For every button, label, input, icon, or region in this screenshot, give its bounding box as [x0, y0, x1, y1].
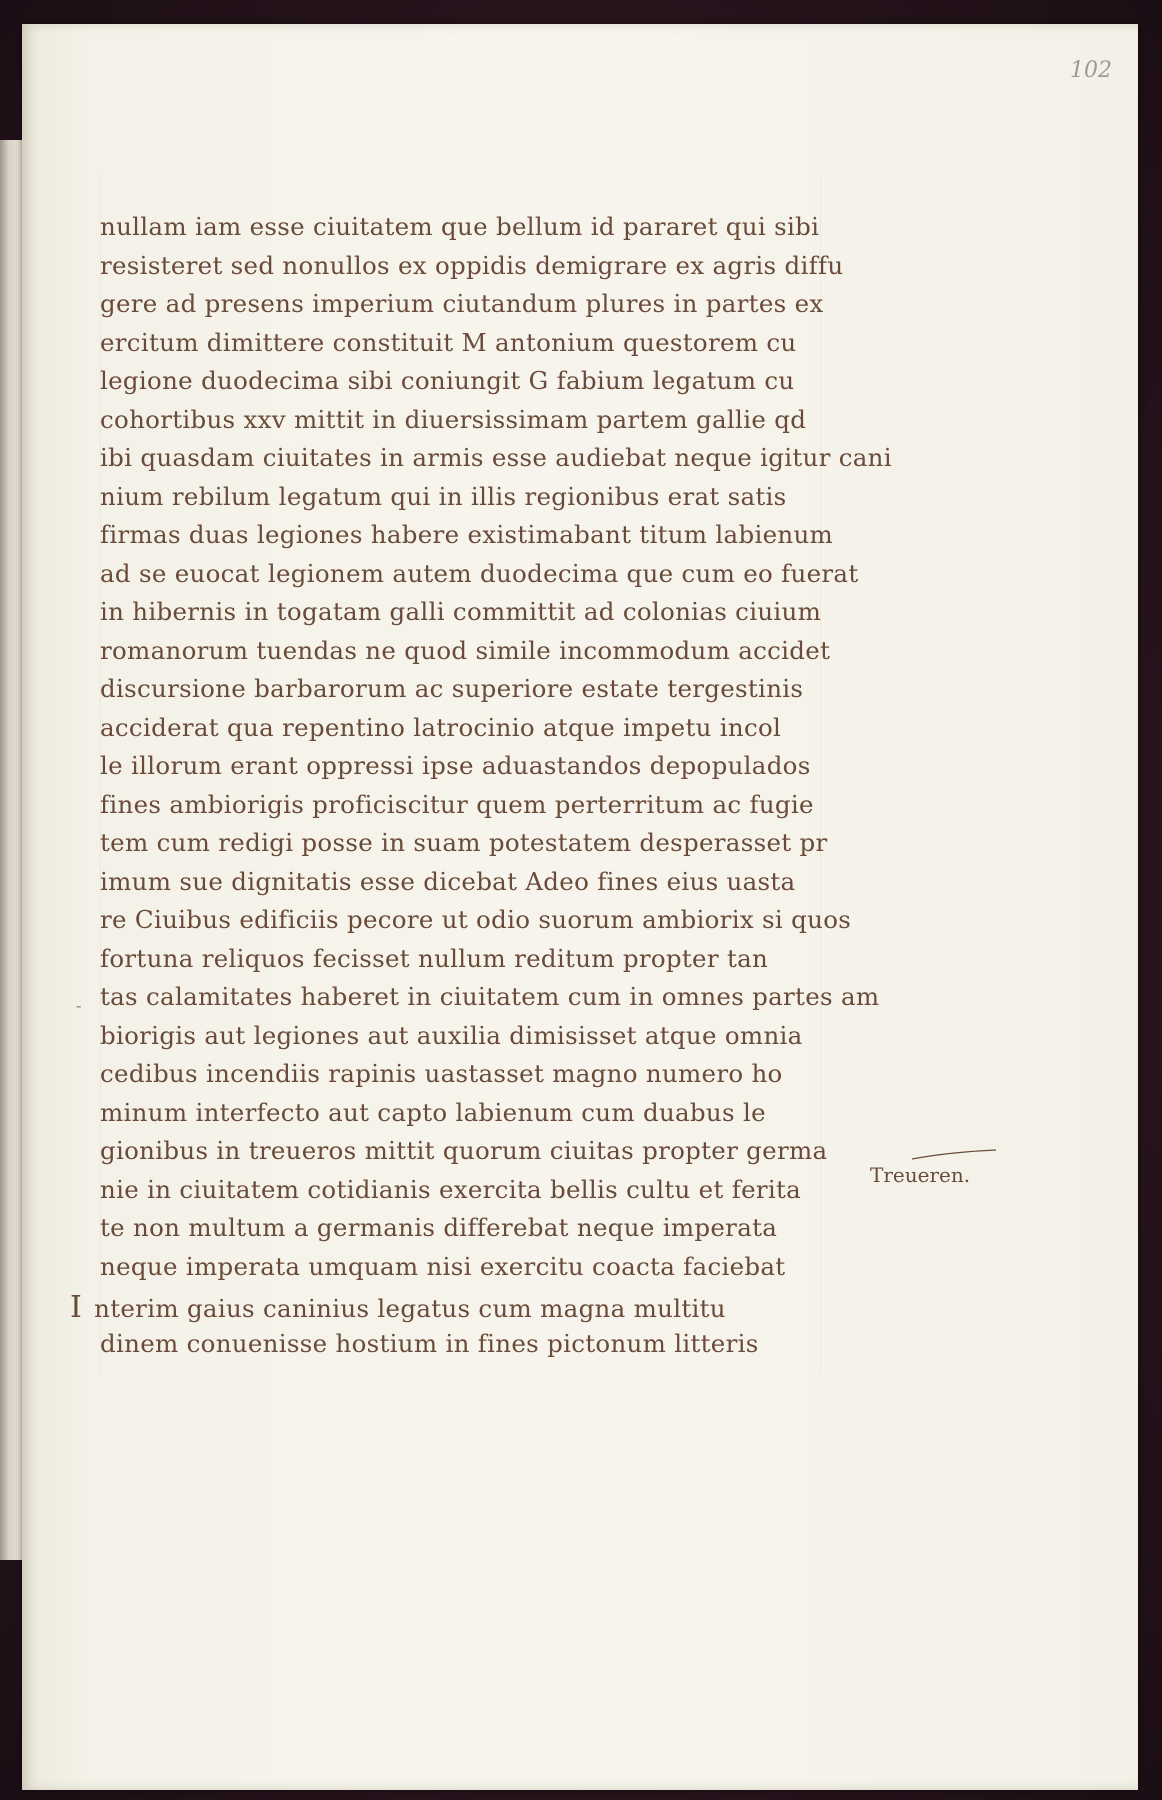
marginal-note: Treueren. [870, 1163, 971, 1187]
text-line: firmas duas legiones habere existimabant titum labienum [100, 520, 834, 549]
text-line: romanorum tuendas ne quod simile incommodum accidet [100, 635, 831, 665]
text-line-with-initial [70, 1290, 726, 1328]
text-line: fortuna reliquos fecisset nullum reditum propter tan [100, 943, 769, 973]
text-line: nium rebilum legatum qui in illis regionibus erat satis [100, 481, 787, 511]
text-line: imum sue dignitatis esse dicebat Adeo fines eius uasta [100, 866, 796, 896]
ruling-line [820, 174, 821, 1374]
text-line: discursione barbarorum ac superiore estate tergestinis [100, 674, 804, 703]
folio-number: 102 [1070, 58, 1112, 83]
text-line: te non multum a germanis differebat neque imperata [100, 1213, 778, 1242]
text-line: dinem conuenisse hostium in fines pictonum litteris [100, 1328, 759, 1358]
text-line: biorigis aut legiones aut auxilia dimisisset atque omnia [100, 1020, 803, 1050]
text-line: ibi quasdam ciuitates in armis esse audiebat neque igitur cani [100, 443, 892, 472]
text-line: ad se euocat legionem autem duodecima que cum eo fuerat [100, 558, 859, 588]
margin-mark: - [76, 996, 82, 1015]
text-line: nterim gaius caninius legatus cum magna multitu [94, 1294, 726, 1323]
text-line: ercitum dimittere constituit M antonium questorem cu [100, 327, 797, 357]
text-line: tem cum redigi posse in suam potestatem desperasset pr [100, 828, 828, 857]
text-line: gionibus in treueros mittit quorum ciuitas propter germa [100, 1136, 828, 1165]
text-line: minum interfecto aut capto labienum cum duabus le [100, 1097, 766, 1127]
previous-pages-edge [0, 140, 22, 1560]
text-line: acciderat qua repentino latrocinio atque impetu incol [100, 712, 782, 742]
text-line: nie in ciuitatem cotidianis exercita bellis cultu et ferita [100, 1174, 802, 1204]
text-line: le illorum erant oppressi ipse aduastandos depopulados [100, 751, 811, 780]
text-line: cohortibus xxv mittit in diuersissimam partem gallie qd [100, 404, 807, 434]
text-line: nullam iam esse ciuitatem que bellum id pararet qui sibi [100, 212, 820, 241]
text-line: cedibus incendiis rapinis uastasset magno numero ho [100, 1059, 783, 1088]
text-line: resisteret sed nonullos ex oppidis demigrare ex agris diffu [100, 250, 844, 280]
text-line: gere ad presens imperium ciutandum plures in partes ex [100, 289, 824, 318]
text-line: legione duodecima sibi coniungit G fabium legatum cu [100, 366, 795, 395]
text-line: fines ambiorigis proficiscitur quem perterritum ac fugie [100, 789, 814, 819]
text-line: in hibernis in togatam galli committit ad colonias ciuium [100, 597, 822, 626]
flourish-mark [910, 1148, 1000, 1162]
initial-letter: I [70, 1290, 83, 1325]
text-line: re Ciuibus edificiis pecore ut odio suorum ambiorix si quos [100, 905, 852, 934]
text-line: neque imperata umquam nisi exercitu coacta faciebat [100, 1251, 786, 1281]
text-line: tas calamitates haberet in ciuitatem cum in omnes partes am [100, 982, 880, 1011]
